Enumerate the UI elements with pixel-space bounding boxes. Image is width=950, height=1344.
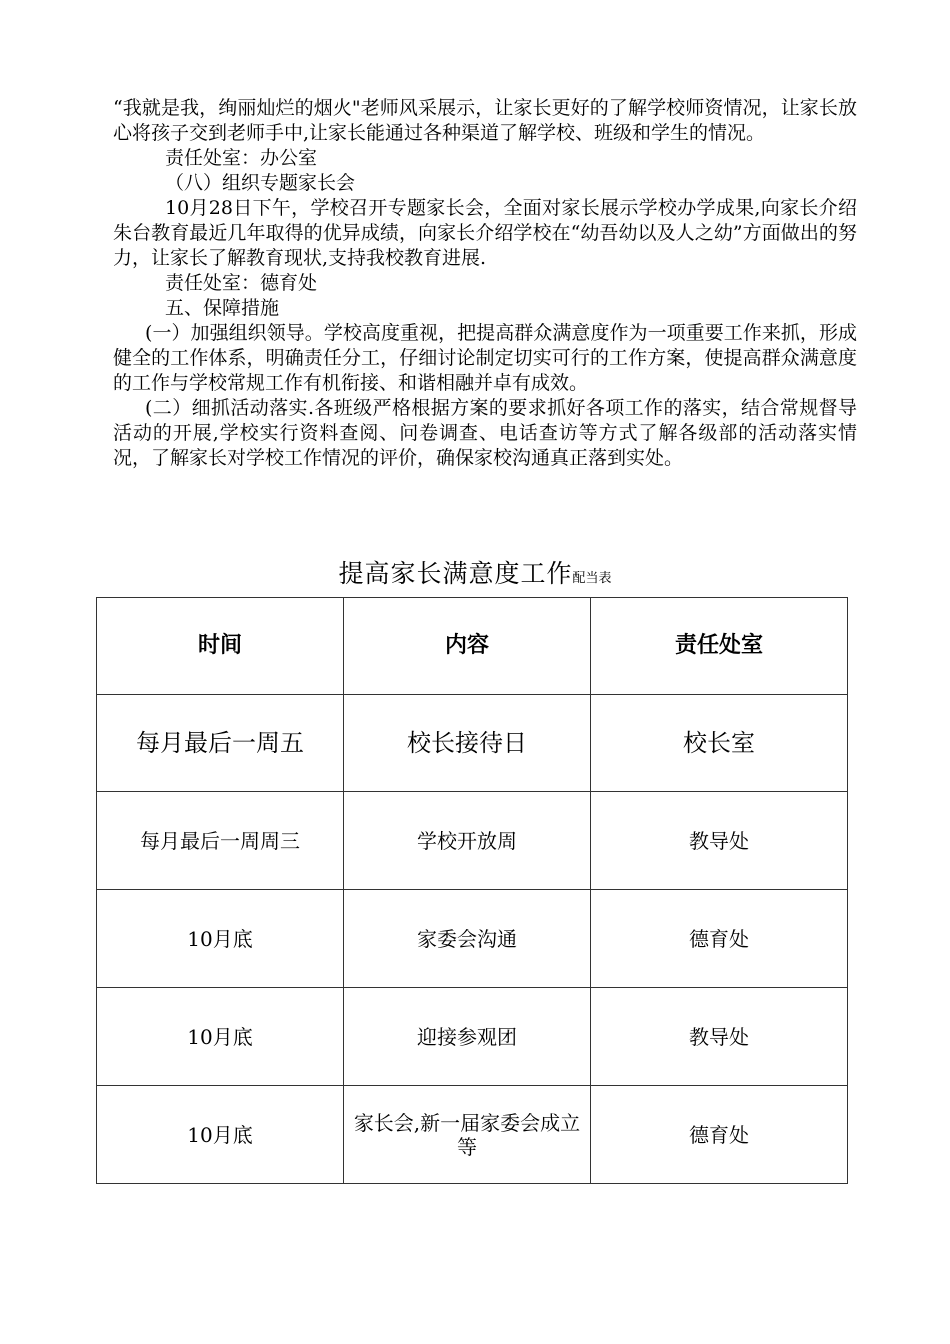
cell-time: 每月最后一周周三 <box>97 792 344 890</box>
cell-content: 迎接参观团 <box>344 988 591 1086</box>
table-title-suffix: 配当表 <box>572 571 612 586</box>
table-row <box>97 988 848 1086</box>
cell-content: 校长接待日 <box>344 695 591 792</box>
header-office: 责任处室 <box>591 598 848 695</box>
cell-office: 德育处 <box>591 1086 848 1184</box>
table-title-main: 提高家长满意度工作 <box>338 559 573 588</box>
cell-content: 家长会,新一届家委会成立等 <box>344 1086 591 1184</box>
cell-time: 10月底 <box>97 1086 344 1184</box>
cell-time: 10月底 <box>97 988 344 1086</box>
section-heading-parent-meeting: （八）组织专题家长会 <box>165 172 356 194</box>
table-title <box>0 557 950 596</box>
table-row <box>97 890 848 988</box>
cell-time: 每月最后一周五 <box>97 695 344 792</box>
table-row <box>97 1086 848 1184</box>
header-content: 内容 <box>344 598 591 695</box>
body-text <box>113 96 857 471</box>
paragraph-leadership: (一）加强组织领导。学校高度重视，把提高群众满意度作为一项重要工作来抓，形成健全的工作体系，明确责任分工，仔细讨论制定切实可行的工作方案，使提高群众满意度的工作与学校常规工作有机衔接、和谐相融并卓有成效。 <box>113 322 857 394</box>
paragraph-teacher-showcase: “我就是我，绚丽灿烂的烟火"老师风采展示，让家长更好的了解学校师资情况，让家长放心将孩子交到老师手中,让家长能通过各种渠道了解学校、班级和学生的情况。 <box>113 97 857 144</box>
responsible-office-line: 责任处室：德育处 <box>165 272 318 294</box>
cell-office: 校长室 <box>591 695 848 792</box>
responsible-office-line: 责任处室：办公室 <box>165 147 318 169</box>
cell-office: 德育处 <box>591 890 848 988</box>
cell-time: 10月底 <box>97 890 344 988</box>
schedule-table <box>96 597 848 1184</box>
section-heading-safeguards: 五、保障措施 <box>165 297 280 319</box>
table-row <box>97 792 848 890</box>
cell-office: 教导处 <box>591 792 848 890</box>
cell-content: 家委会沟通 <box>344 890 591 988</box>
table-row <box>97 695 848 792</box>
paragraph-implementation: (二）细抓活动落实.各班级严格根据方案的要求抓好各项工作的落实，结合常规督导活动的开展,学校实行资料查阅、问卷调查、电话查访等方式了解各级部的活动落实情况，了解家长对学校工作情况的评价，确保家校沟通真正落到实处。 <box>113 397 857 469</box>
cell-office: 教导处 <box>591 988 848 1086</box>
table-header-row <box>97 598 848 695</box>
header-time: 时间 <box>97 598 344 695</box>
cell-content: 学校开放周 <box>344 792 591 890</box>
paragraph-parent-meeting: 10月28日下午，学校召开专题家长会，全面对家长展示学校办学成果,向家长介绍朱台教育最近几年取得的优异成绩，向家长介绍学校在“幼吾幼以及人之幼”方面做出的努力，让家长了解教育现状,支持我校教育进展. <box>113 197 857 269</box>
